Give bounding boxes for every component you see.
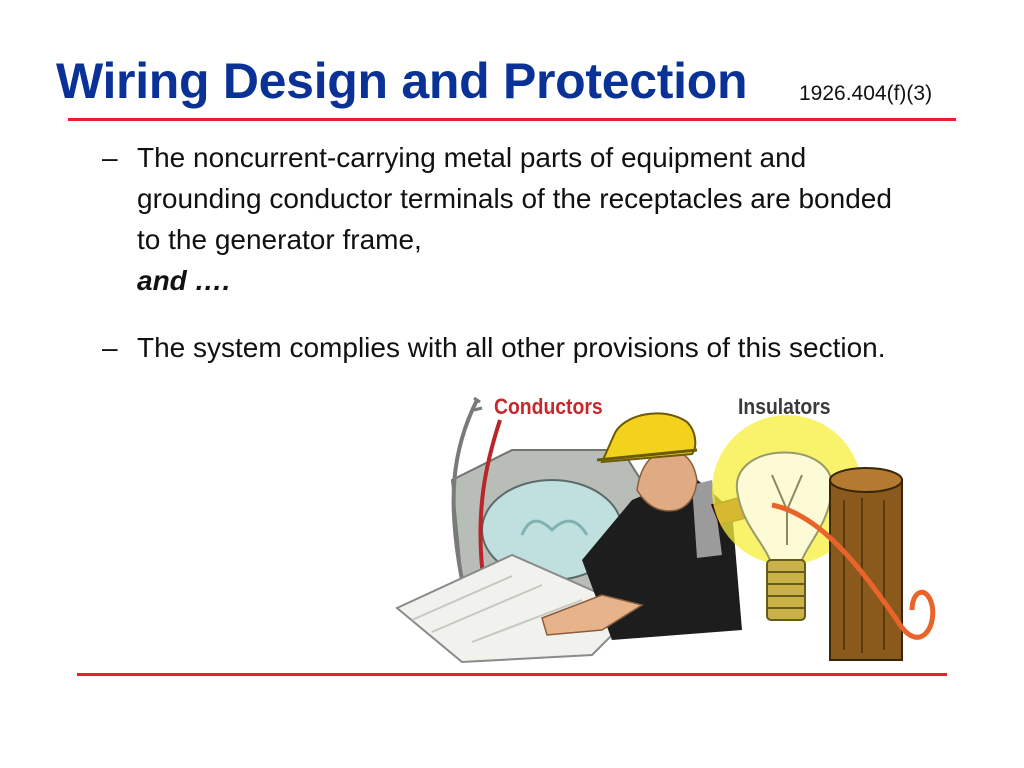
bullet-emphasis: and …. xyxy=(137,265,231,296)
worker-face xyxy=(637,450,697,511)
bulb-base xyxy=(767,560,805,620)
wooden-post-top xyxy=(830,468,902,492)
bullet-item xyxy=(102,137,897,301)
bullet-marker: – xyxy=(102,142,118,173)
slide-title: Wiring Design and Protection xyxy=(56,53,748,109)
bullet-item xyxy=(102,327,897,368)
electrical-worker-illustration xyxy=(392,380,944,670)
illustration-drawing xyxy=(392,380,944,670)
top-divider xyxy=(68,118,956,121)
wooden-post xyxy=(830,480,902,660)
bottom-divider xyxy=(77,673,947,676)
insulators-label: Insulators xyxy=(738,394,831,419)
conductors-label: Conductors xyxy=(494,394,603,419)
bullet-text: The noncurrent-carrying metal parts of equipment and grounding conductor terminals of the receptacles are bonded to the generator frame, xyxy=(137,142,892,255)
regulation-reference: 1926.404(f)(3) xyxy=(799,82,933,105)
bullet-marker: – xyxy=(102,332,118,363)
bullet-text: The system complies with all other provisions of this section. xyxy=(137,332,886,363)
